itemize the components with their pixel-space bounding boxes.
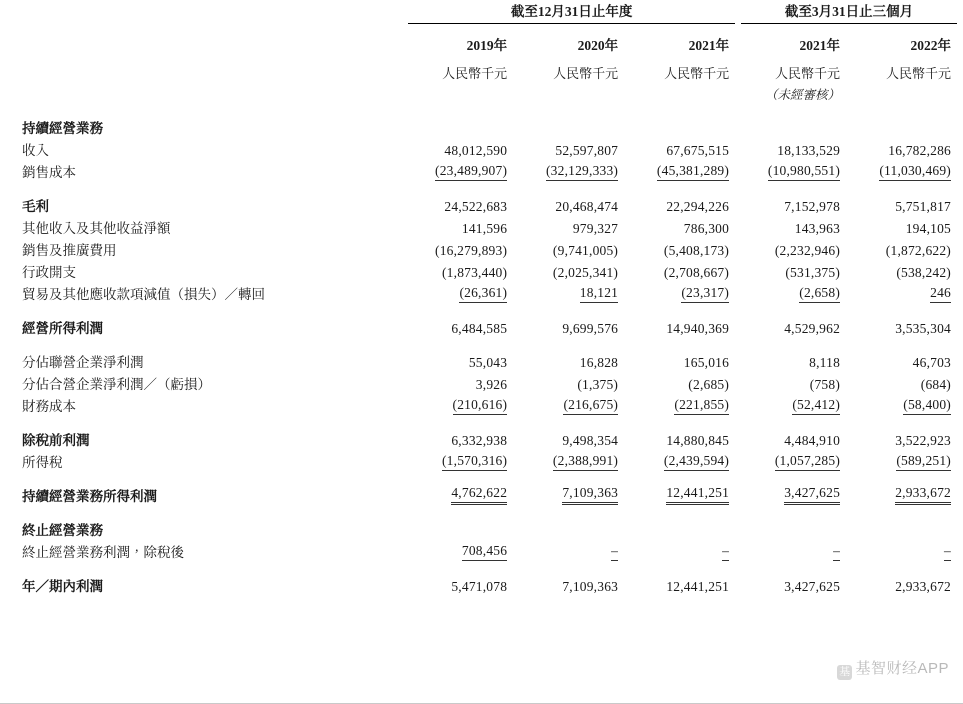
cell-tax-2022q: (589,251): [852, 449, 963, 471]
cell-assoc-2020: 16,828: [579, 355, 619, 370]
cell-jv-2021: (2,685): [688, 377, 730, 392]
table-row: [0, 483, 963, 505]
cell-pbt-2020: 9,498,354: [562, 433, 619, 448]
header-unit-5: 人民幣千元: [885, 66, 951, 81]
section-title-row: [0, 115, 963, 137]
table-row: [0, 449, 963, 471]
cell-fc-2021q: (52,412): [741, 393, 852, 415]
cell-revenue-2020: 52,597,807: [555, 143, 619, 158]
header-unit-3: 人民幣千元: [664, 66, 730, 81]
cell-assoc-2021q: 8,118: [809, 355, 841, 370]
cell-pc-2021q: 3,427,625: [741, 483, 852, 505]
table-row: [0, 349, 963, 371]
cell-pfp-2022q: 2,933,672: [895, 579, 951, 594]
cell-pfp-2021: 12,441,251: [666, 579, 730, 594]
cell-dp-2021: –: [630, 539, 741, 561]
table-row: [0, 237, 963, 259]
header-year-row: [0, 27, 963, 56]
cell-gp-2021: 22,294,226: [666, 199, 730, 214]
spacer: [0, 337, 963, 349]
row-label-cost-of-sales: 銷售成本: [22, 165, 76, 180]
cell-assoc-2022q: 46,703: [912, 355, 951, 370]
cell-assoc-2019: 55,043: [468, 355, 508, 370]
watermark-logo: 基: [839, 666, 851, 678]
cell-pc-2022q: 2,933,672: [852, 483, 963, 505]
header-note-5: [852, 82, 963, 103]
row-label-share-associates: 分佔聯營企業淨利潤: [22, 355, 144, 370]
cell-dp-2021q: –: [741, 539, 852, 561]
cell-jv-2020: (1,375): [577, 377, 619, 392]
row-label-share-jv: 分佔合營企業淨利潤／（虧損）: [22, 377, 211, 392]
table-row: [0, 315, 963, 337]
row-label-impairment: 貿易及其他應收款項減值（損失）／轉回: [22, 287, 265, 302]
cell-tax-2021: (2,439,594): [630, 449, 741, 471]
header-group-quarter: 截至3月31日止三個月: [741, 0, 963, 27]
cell-tax-2019: (1,570,316): [408, 449, 519, 471]
spacer: [0, 471, 963, 483]
table-row: [0, 159, 963, 181]
row-label-admin-expenses: 行政開支: [22, 265, 76, 280]
spacer: [0, 181, 963, 193]
row-label-gross-profit: 毛利: [22, 199, 49, 214]
cell-ae-2021: (2,708,667): [663, 265, 730, 280]
cell-imp-2021q: (2,658): [741, 281, 852, 303]
table-row: [0, 281, 963, 303]
header-note-2: [519, 82, 630, 103]
row-label-selling-expenses: 銷售及推廣費用: [22, 243, 117, 258]
header-year-2019: 2019年: [466, 38, 508, 53]
cell-gp-2020: 20,468,474: [555, 199, 619, 214]
header-empty-cell-2: [0, 27, 408, 56]
cell-se-2019: (16,279,893): [435, 243, 508, 258]
cell-dp-2020: –: [519, 539, 630, 561]
cell-pfp-2020: 7,109,363: [562, 579, 619, 594]
cell-pc-2020: 7,109,363: [519, 483, 630, 505]
header-note-unaudited: （未經審核）: [765, 88, 841, 102]
header-unit-2: 人民幣千元: [553, 66, 619, 81]
cell-pbt-2021: 14,880,845: [666, 433, 730, 448]
section-title-blank: [408, 115, 963, 137]
cell-cos-2020: (32,129,333): [519, 159, 630, 181]
cell-op-2022q: 3,535,304: [895, 321, 951, 336]
cell-cos-2022q: (11,030,469): [852, 159, 963, 181]
cell-fc-2019: (210,616): [408, 393, 519, 415]
row-label-other-income: 其他收入及其他收益淨額: [22, 221, 171, 236]
cell-se-2021: (5,408,173): [663, 243, 730, 258]
section-title-discontinued-ops: 終止經營業務: [22, 523, 103, 538]
cell-tax-2021q: (1,057,285): [741, 449, 852, 471]
header-empty-cell: [0, 0, 408, 27]
cell-jv-2021q: (758): [809, 377, 841, 392]
cell-revenue-2019: 48,012,590: [444, 143, 508, 158]
header-group-annual: 截至12月31日止年度: [408, 0, 741, 27]
cell-assoc-2021: 165,016: [683, 355, 730, 370]
header-year-2021-q: 2021年: [799, 38, 841, 53]
cell-pc-2019: 4,762,622: [408, 483, 519, 505]
row-label-profit-continuing: 持續經營業務所得利潤: [22, 489, 157, 504]
cell-imp-2020: 18,121: [519, 281, 630, 303]
cell-fc-2020: (216,675): [519, 393, 630, 415]
cell-jv-2022q: (684): [920, 377, 951, 392]
cell-pbt-2022q: 3,522,923: [895, 433, 951, 448]
cell-op-2021: 14,940,369: [666, 321, 730, 336]
cell-gp-2019: 24,522,683: [444, 199, 508, 214]
row-label-profit-for-period: 年／期內利潤: [22, 579, 103, 594]
cell-imp-2019: (26,361): [408, 281, 519, 303]
cell-cos-2021: (45,381,289): [630, 159, 741, 181]
header-note-1: [408, 82, 519, 103]
cell-ae-2020: (2,025,341): [552, 265, 619, 280]
cell-ae-2022q: (538,242): [896, 265, 951, 280]
cell-revenue-2021q: 18,133,529: [777, 143, 841, 158]
cell-se-2020: (9,741,005): [552, 243, 619, 258]
cell-jv-2019: 3,926: [475, 377, 508, 392]
header-year-2020: 2020年: [577, 38, 619, 53]
header-note-row: [0, 82, 963, 103]
row-label-operating-profit: 經營所得利潤: [22, 321, 103, 336]
table-row: [0, 193, 963, 215]
cell-oi-2022q: 194,105: [905, 221, 951, 236]
cell-oi-2021: 786,300: [683, 221, 730, 236]
section-title-row: [0, 517, 963, 539]
cell-imp-2021: (23,317): [630, 281, 741, 303]
spacer: [0, 103, 963, 115]
cell-dp-2022q: –: [852, 539, 963, 561]
cell-pbt-2019: 6,332,938: [451, 433, 508, 448]
table-row: [0, 215, 963, 237]
cell-cos-2021q: (10,980,551): [741, 159, 852, 181]
table-body: [0, 103, 963, 595]
table-row: [0, 137, 963, 159]
cell-fc-2022q: (58,400): [852, 393, 963, 415]
table-row: [0, 393, 963, 415]
header-year-2022-q: 2022年: [910, 38, 951, 53]
cell-pbt-2021q: 4,484,910: [784, 433, 841, 448]
cell-se-2022q: (1,872,622): [885, 243, 951, 258]
table-row: [0, 427, 963, 449]
table-row: [0, 539, 963, 561]
spacer: [0, 415, 963, 427]
table-row: [0, 573, 963, 595]
cell-ae-2019: (1,873,440): [441, 265, 508, 280]
header-unit-1: 人民幣千元: [442, 66, 508, 81]
table-header: [0, 0, 963, 103]
cell-fc-2021: (221,855): [630, 393, 741, 415]
header-year-2021: 2021年: [688, 38, 730, 53]
table-row: [0, 371, 963, 393]
cell-gp-2021q: 7,152,978: [784, 199, 841, 214]
spacer: [0, 561, 963, 573]
row-label-finance-costs: 財務成本: [22, 399, 76, 414]
row-label-income-tax: 所得稅: [22, 455, 63, 470]
spacer: [0, 505, 963, 517]
watermark-text: 基智财经APP: [855, 660, 949, 677]
header-note-3: [630, 82, 741, 103]
cell-op-2020: 9,699,576: [562, 321, 619, 336]
header-unit-row: [0, 56, 963, 82]
header-empty-cell-4: [0, 82, 408, 103]
watermark: [837, 657, 949, 680]
row-label-discontinued-profit: 終止經營業務利潤，除稅後: [22, 545, 184, 560]
cell-op-2021q: 4,529,962: [784, 321, 841, 336]
header-group-row: [0, 0, 963, 27]
cell-gp-2022q: 5,751,817: [895, 199, 951, 214]
row-label-revenue: 收入: [22, 143, 49, 158]
header-unit-4: 人民幣千元: [775, 66, 841, 81]
cell-pfp-2019: 5,471,078: [451, 579, 508, 594]
cell-revenue-2022q: 16,782,286: [888, 143, 951, 158]
cell-revenue-2021: 67,675,515: [666, 143, 730, 158]
cell-oi-2019: 141,596: [461, 221, 508, 236]
cell-pfp-2021q: 3,427,625: [784, 579, 841, 594]
cell-se-2021q: (2,232,946): [774, 243, 841, 258]
row-label-profit-before-tax: 除稅前利潤: [22, 433, 90, 448]
table-row: [0, 259, 963, 281]
cell-tax-2020: (2,388,991): [519, 449, 630, 471]
cell-cos-2019: (23,489,907): [408, 159, 519, 181]
section-title-continuing-ops: 持續經營業務: [22, 121, 103, 136]
cell-op-2019: 6,484,585: [451, 321, 508, 336]
cell-pc-2021: 12,441,251: [630, 483, 741, 505]
cell-ae-2021q: (531,375): [785, 265, 841, 280]
cell-oi-2020: 979,327: [572, 221, 619, 236]
cell-imp-2022q: 246: [852, 281, 963, 303]
header-empty-cell-3: [0, 56, 408, 82]
section-title-blank-2: [408, 517, 963, 539]
cell-dp-2019: 708,456: [408, 539, 519, 561]
cell-oi-2021q: 143,963: [794, 221, 841, 236]
spacer: [0, 303, 963, 315]
